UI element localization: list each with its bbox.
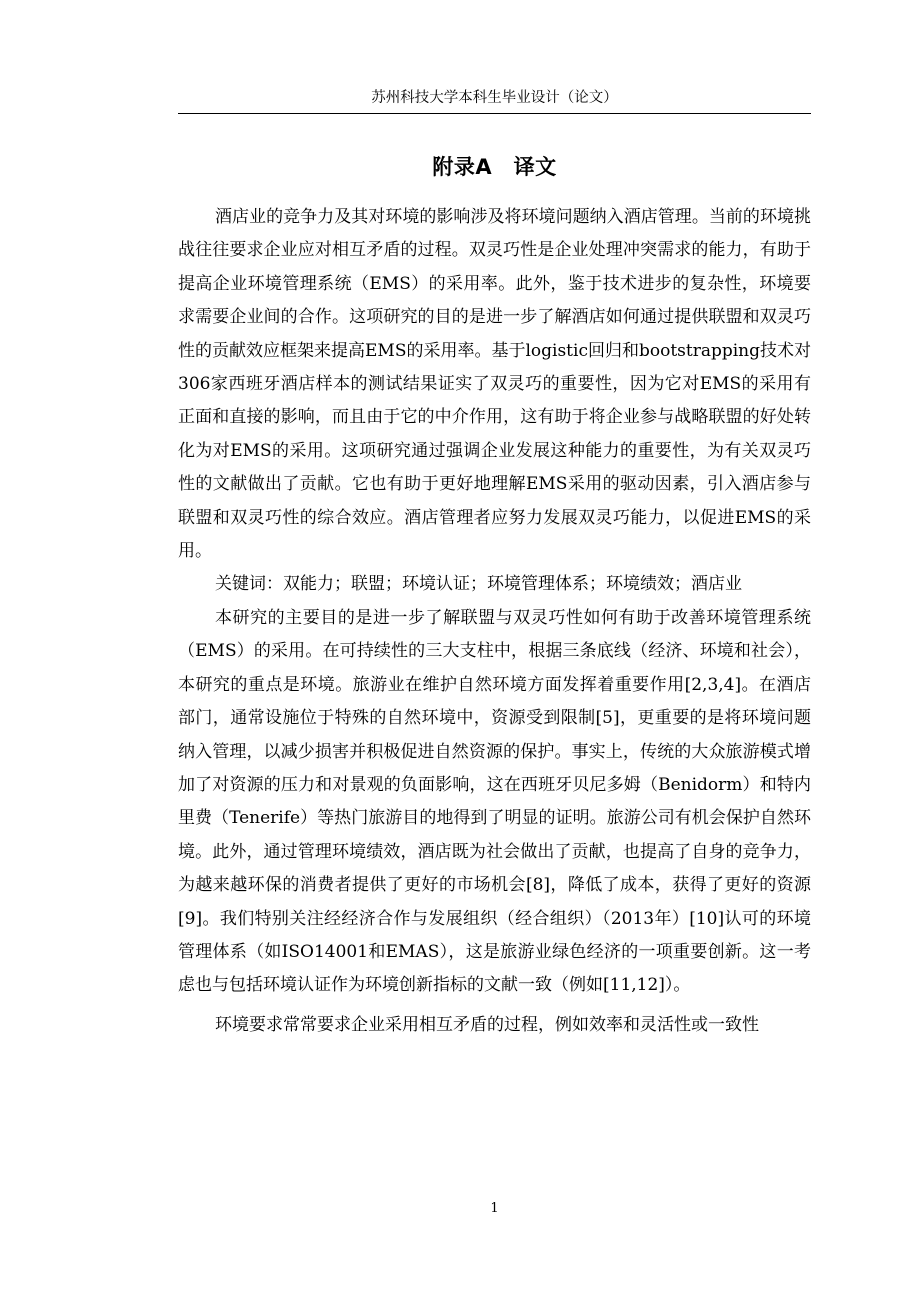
page-number: 1 bbox=[490, 1201, 499, 1216]
intro-paragraph: 本研究的主要目的是进一步了解联盟与双灵巧性如何有助于改善环境管理系统（EMS）的采用。在可持续性的三大支柱中，根据三条底线（经济、环境和社会），本研究的重点是环境。旅游业在维护自然环境方面发挥着重要作用[2,3,4]。在酒店部门，通常设施位于特殊的自然环境中，资源受到限制[5]，更重要的是将环境问题纳入管理，以减少损害并积极促进自然资源的保护。事实上，传统的大众旅游模式增加了对资源的压力和对景观的负面影响，这在西班牙贝尼多姆（Benidorm）和特内里费（Tenerife）等热门旅游目的地得到了明显的证明。旅游公司有机会保护自然环境。此外，通过管理环境绩效，酒店既为社会做出了贡献，也提高了自身的竞争力，为越来越环保的消费者提供了更好的市场机会[8]，降低了成本，获得了更好的资源[9]。我们特别关注经经济合作与发展组织（经合组织）（2013年）[10]认可的环境管理体系（如ISO14001和EMAS），这是旅游业绿色经济的一项重要创新。这一考虑也与包括环境认证作为环境创新指标的文献一致（例如[11,12]）。 bbox=[178, 607, 811, 996]
continuation-paragraph: 环境要求常常要求企业采用相互矛盾的过程，例如效率和灵活性或一致性 bbox=[215, 1014, 759, 1035]
abstract-paragraph: 酒店业的竞争力及其对环境的影响涉及将环境问题纳入酒店管理。当前的环境挑战往往要求企业应对相互矛盾的过程。双灵巧性是企业处理冲突需求的能力，有助于提高企业环境管理系统（EMS）的采用率。此外，鉴于技术进步的复杂性，环境要求需要企业间的合作。这项研究的目的是进一步了解酒店如何通过提供联盟和双灵巧性的贡献效应框架来提高EMS的采用率。基于logistic回归和bootstrapping技术对306家西班牙酒店样本的测试结果证实了双灵巧的重要性，因为它对EMS的采用有正面和直接的影响，而且由于它的中介作用，这有助于将企业参与战略联盟的好处转化为对EMS的采用。这项研究通过强调企业发展这种能力的重要性，为有关双灵巧性的文献做出了贡献。它也有助于更好地理解EMS采用的驱动因素，引入酒店参与联盟和双灵巧性的综合效应。酒店管理者应努力发展双灵巧能力，以促进EMS的采用。 bbox=[178, 207, 811, 562]
page-title: 附录A 译文 bbox=[432, 155, 557, 179]
running-header: 苏州科技大学本科生毕业设计（论文） bbox=[371, 90, 618, 106]
keywords-line: 关键词：双能力；联盟；环境认证；环境管理体系；环境绩效；酒店业 bbox=[215, 574, 742, 595]
header-divider bbox=[178, 113, 811, 114]
body-text bbox=[178, 201, 811, 1042]
